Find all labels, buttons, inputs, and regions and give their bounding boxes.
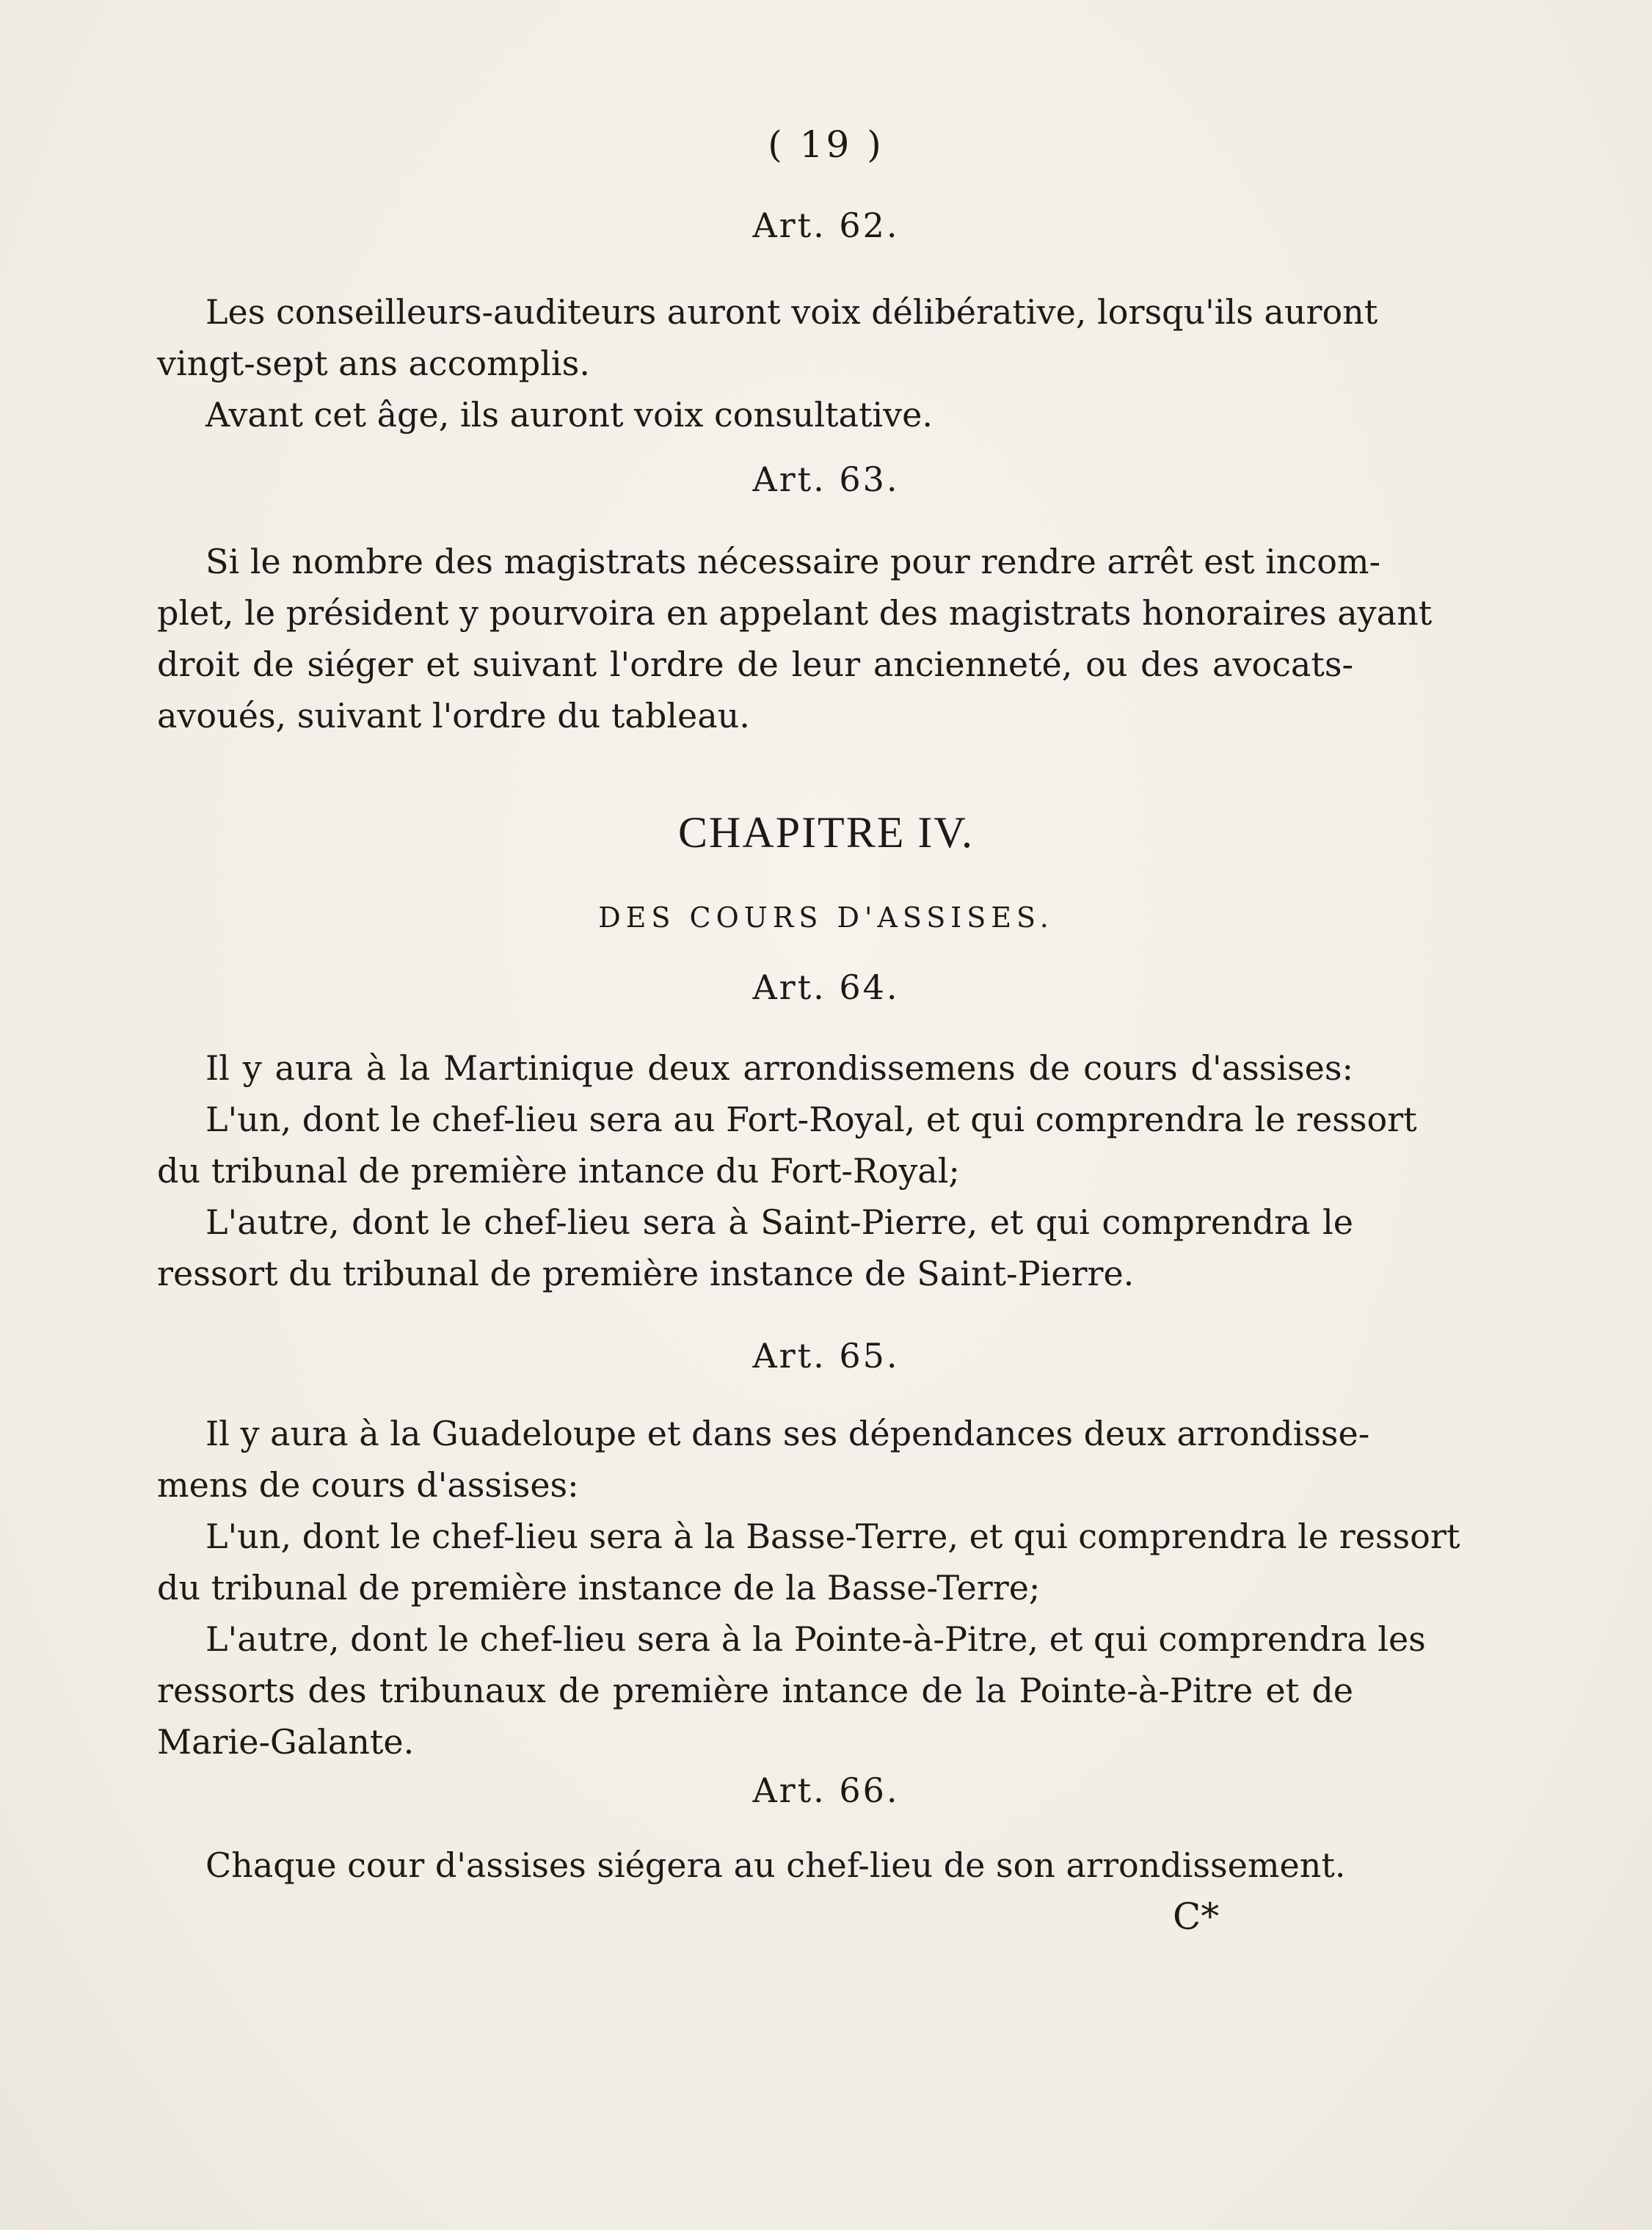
article-64-line-3: du tribunal de première intance du Fort-Royal;: [157, 1151, 960, 1191]
chapter-subtitle: DES COURS D'ASSISES.: [598, 901, 1054, 934]
article-63-line-4: avoués, suivant l'ordre du tableau.: [157, 696, 750, 736]
article-63-line-3: droit de siéger et suivant l'ordre de leur ancienneté, ou des avocats-: [157, 644, 1353, 684]
article-66-text: [157, 1839, 1353, 1891]
article-63-line-1: Si le nombre des magistrats nécessaire pour rendre arrêt est incom-: [205, 542, 1381, 581]
article-62-line-3: Avant cet âge, ils auront voix consultative.: [205, 395, 933, 435]
article-62-line-1: Les conseilleurs-auditeurs auront voix délibérative, lorsqu'ils auront: [205, 292, 1378, 332]
article-65-line-6: ressorts des tribunaux de première intance de la Pointe-à-Pitre et de: [157, 1671, 1353, 1710]
article-64-line-1: Il y aura à la Martinique deux arrondissemens de cours d'assises:: [205, 1048, 1353, 1088]
page-number: ( 19 ): [768, 123, 884, 166]
article-65-line-2: mens de cours d'assises:: [157, 1465, 579, 1505]
article-heading-65: Art. 65.: [752, 1336, 900, 1376]
chapter-title: CHAPITRE IV.: [678, 808, 974, 857]
article-64-text: [157, 1042, 1417, 1299]
article-62-text: [157, 286, 1378, 440]
article-heading-64: Art. 64.: [752, 967, 900, 1007]
article-66-line-1: Chaque cour d'assises siégera au chef-lieu de son arrondissement.: [205, 1845, 1346, 1885]
article-63-line-2: plet, le président y pourvoira en appelant des magistrats honoraires ayant: [157, 593, 1433, 633]
article-64-line-5: ressort du tribunal de première instance de Saint-Pierre.: [157, 1254, 1135, 1293]
article-63-text: [157, 536, 1433, 741]
signature-mark: C*: [1173, 1895, 1220, 1938]
article-heading-63: Art. 63.: [752, 460, 900, 499]
article-65-line-5: L'autre, dont le chef-lieu sera à la Pointe-à-Pitre, et qui comprendra les: [205, 1619, 1426, 1659]
article-65-line-1: Il y aura à la Guadeloupe et dans ses dépendances deux arrondisse-: [205, 1414, 1370, 1453]
article-64-line-4: L'autre, dont le chef-lieu sera à Saint-Pierre, et qui comprendra le: [205, 1202, 1353, 1242]
article-heading-62: Art. 62.: [752, 206, 900, 245]
article-64-line-2: L'un, dont le chef-lieu sera au Fort-Royal, et qui comprendra le ressort: [205, 1100, 1417, 1139]
article-65-line-3: L'un, dont le chef-lieu sera à la Basse-Terre, et qui comprendra le ressort: [205, 1517, 1460, 1556]
article-65-text: [157, 1408, 1460, 1768]
article-heading-66: Art. 66.: [752, 1770, 900, 1810]
article-62-line-2: vingt-sept ans accomplis.: [157, 344, 590, 383]
article-65-line-4: du tribunal de première instance de la Basse-Terre;: [157, 1568, 1041, 1608]
article-65-line-7: Marie-Galante.: [157, 1722, 415, 1762]
